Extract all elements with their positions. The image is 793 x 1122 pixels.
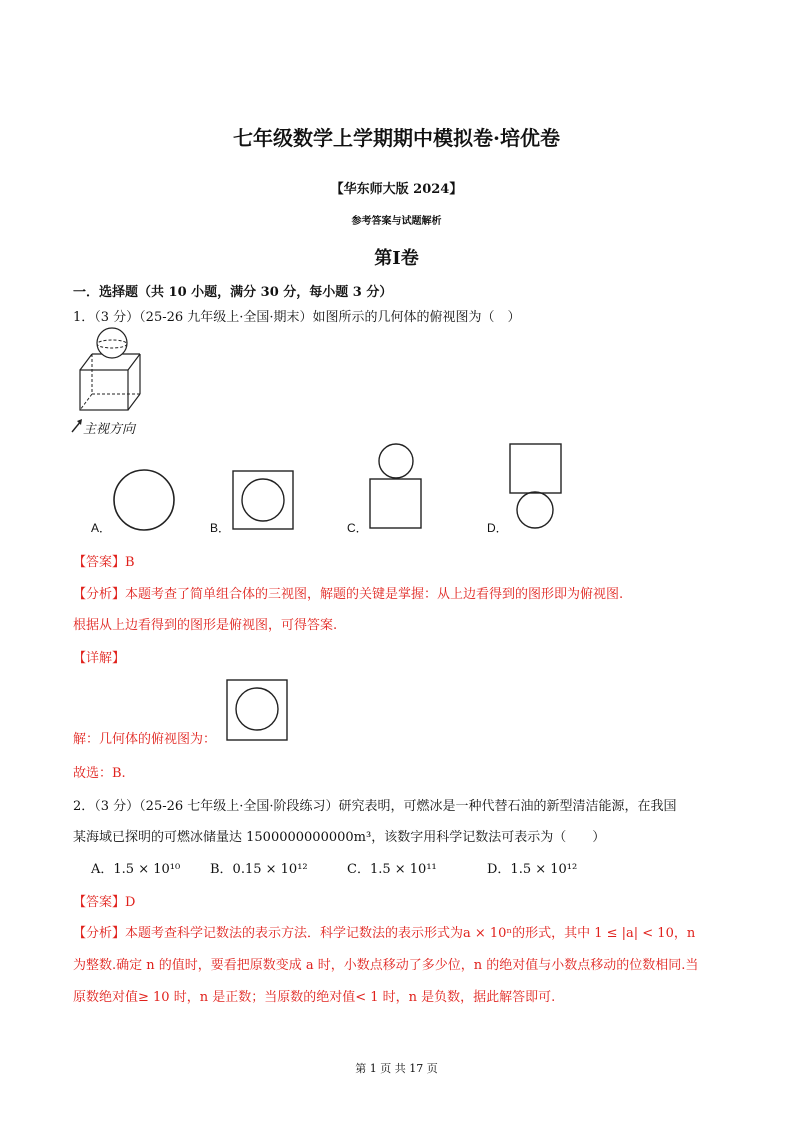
q1-answer: 【答案】B xyxy=(73,555,135,570)
q1-solution-text: 解：几何体的俯视图为： xyxy=(73,732,217,747)
q2-option-a[interactable]: A．1.5 × 10¹⁰ xyxy=(91,862,181,877)
document-subtitle: 参考答案与试题解析 xyxy=(351,216,442,227)
q2-stem-line1: 2．（3 分）（25-26 七年级上·全国·阶段练习）研究表明，可燃冰是一种代替石油的新型清洁能源，在我国 xyxy=(73,799,677,814)
page-footer: 第 1 页 共 17 页 xyxy=(355,1062,438,1075)
q1-option-d-label[interactable]: D． xyxy=(487,521,508,535)
q2-analysis-line3: 原数绝对值≥ 10 时，n 是正数；当原数的绝对值< 1 时，n 是负数，据此解答即可. xyxy=(73,990,556,1005)
q2-option-c[interactable]: C．1.5 × 10¹¹ xyxy=(347,862,437,877)
q2-option-d[interactable]: D．1.5 × 10¹² xyxy=(487,862,578,877)
q2-stem-line2: 某海域已探明的可燃冰储量达 1500000000000m³，该数字用科学记数法可表示为（ ） xyxy=(73,830,606,845)
q1-analysis-line2: 根据从上边看得到的图形是俯视图，可得答案. xyxy=(73,618,338,633)
q2-analysis-line2: 为整数.确定 n 的值时，要看把原数变成 a 时，小数点移动了多少位，n 的绝对值与小数点移动的位数相同.当 xyxy=(73,958,699,973)
q2-answer: 【答案】D xyxy=(73,895,136,910)
edition-label: 【华东师大版 2024】 xyxy=(330,182,463,197)
q1-solution-figure xyxy=(226,679,288,741)
q1-figure-caption: 主视方向 xyxy=(83,422,136,437)
q1-solid-figure xyxy=(70,326,150,414)
q2-analysis-line1: 【分析】本题考查科学记数法的表示方法．科学记数法的表示形式为a × 10ⁿ的形式，其中 1 ≤ |a| < 10，n xyxy=(73,926,696,941)
q1-option-a-label[interactable]: A． xyxy=(91,521,112,535)
q1-choice: 故选：B. xyxy=(73,766,126,781)
section-heading: 一．选择题（共 10 小题，满分 30 分，每小题 3 分） xyxy=(73,285,393,300)
q1-detail-label: 【详解】 xyxy=(73,651,126,666)
q1-option-d-figure xyxy=(509,443,563,531)
q1-option-b-figure xyxy=(232,470,294,530)
q1-option-b-label[interactable]: B． xyxy=(210,521,231,535)
q1-stem: 1．（3 分）（25-26 九年级上·全国·期末）如图所示的几何体的俯视图为（ ） xyxy=(73,310,521,325)
volume-heading: 第I卷 xyxy=(374,248,419,269)
q1-option-c-figure xyxy=(369,443,423,529)
direction-arrow-icon xyxy=(70,418,84,434)
q1-option-c-label[interactable]: C． xyxy=(347,521,368,535)
document-title: 七年级数学上学期期中模拟卷·培优卷 xyxy=(233,126,560,150)
q2-option-b[interactable]: B．0.15 × 10¹² xyxy=(210,862,308,877)
q1-option-a-figure xyxy=(113,469,175,531)
q1-analysis-line1: 【分析】本题考查了简单组合体的三视图，解题的关键是掌握：从上边看得到的图形即为俯视图. xyxy=(73,587,624,602)
